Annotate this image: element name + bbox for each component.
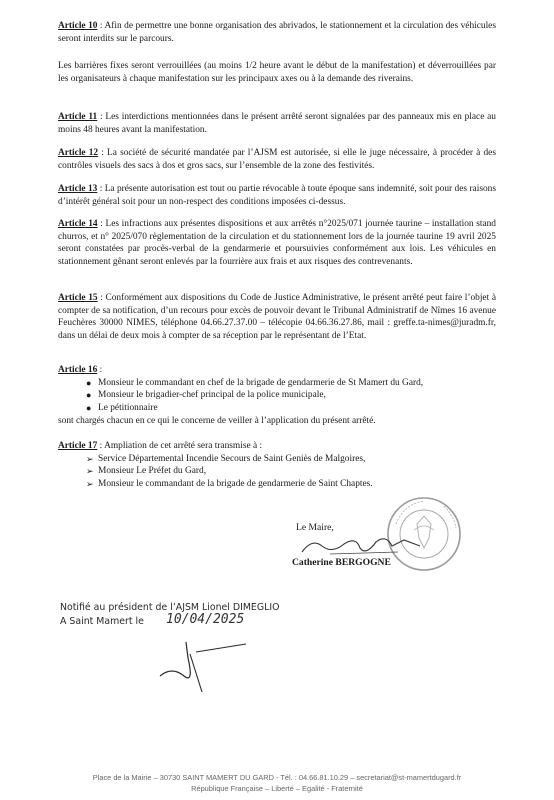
article-17-label: Article 17	[58, 441, 98, 451]
bullet-icon: ●	[86, 402, 92, 413]
article-17-list	[86, 453, 373, 490]
footer-address: Place de la Mairie – 30730 SAINT MAMERT DU GARD - Tél. : 04.66.81.10.29 – secretariat@st-mamertdugard.fr	[92, 773, 462, 782]
bullet-icon: ●	[86, 378, 92, 388]
bullet-icon: ●	[86, 390, 92, 401]
list-item: ● Monsieur le commandant en chef de la brigade de gendarmerie de St Mamert du Gard,	[86, 378, 424, 388]
article-10	[58, 20, 496, 45]
article-17	[58, 440, 496, 453]
article-14-text: : Les infractions aux présentes dispositions et aux arrêtés n°2025/071 journée taurine – installation stand churros, et n° 2025/070 règlementation de la circulation et du stationnement lors de la journée taurine 19 avril 2025 seront constatées par procès-verbal de la gendarmerie et poursuivies conformément aux lois. Les véhicules en stationnement gênant seront enlevés par la fourrière aux frais et aux risques des contrevenants.	[58, 219, 496, 267]
article-16-text: :	[97, 365, 103, 375]
article-15	[58, 292, 496, 342]
footer-motto: République Française – Liberté – Egalité - Fraternité	[191, 784, 363, 793]
article-12-label: Article 12	[58, 148, 99, 158]
arrow-bullet-icon: ➢	[86, 454, 94, 464]
notification-date: 10/04/2025	[166, 612, 245, 627]
article-13-label: Article 13	[58, 184, 98, 194]
article-15-label: Article 15	[58, 293, 98, 303]
article-11-text: : Les interdictions mentionnées dans le présent arrêté seront signalées par des panneaux mis en place au moins 48 heures avant la manifestation.	[58, 112, 496, 135]
arrow-bullet-icon: ➢	[86, 478, 94, 489]
article-10-text: : Afin de permettre une bonne organisation des abrivados, le stationnement et la circulation des véhicules seront interdits sur le parcours.	[58, 21, 496, 44]
article-13	[58, 183, 496, 208]
mayor-name: Catherine BERGOGNE	[292, 557, 391, 568]
article-17-text: : Ampliation de cet arrêté sera transmise à :	[97, 441, 263, 451]
article-16-closing: sont chargés chacun en ce qui le concerne de veiller à l’application du présent arrêté.	[58, 416, 376, 426]
article-11-label: Article 11	[58, 112, 98, 122]
article-15-text: : Conformément aux dispositions du Code de Justice Administrative, le présent arrêté peut faire l’objet à compter de sa notification, d’un recours pour excès de pouvoir devant le Tribunal Administratif de Nîmes 16 avenue Feuchères 30000 NIMES, téléphone 04.66.27.37.00 – télécopie 04.66.36.27.86, mail : greffe.ta-nimes@juradm.fr, dans un délai de deux mois à compter de sa réception par le représentant de l’Etat.	[58, 293, 496, 341]
article-13-text: : La présente autorisation est tout ou partie révocable à toute époque sans indemnité, soit pour des raisons d’intérêt général soit pour un non-respect des conditions imposées ci-dessus.	[58, 184, 496, 207]
list-item: ● Monsieur le brigadier-chef principal de la police municipale,	[86, 390, 326, 401]
notification-line-1: Notifié au président de l’AJSM Lionel DIMEGLIO	[60, 602, 280, 613]
list-item: ● Le pétitionnaire	[86, 402, 158, 413]
arrow-bullet-icon: ➢	[86, 466, 94, 477]
article-16-list	[86, 377, 423, 414]
article-12-text: : La société de sécurité mandatée par l’AJSM est autorisée, si elle le juge nécessaire, à procéder à des contrôles visuels des sacs à dos et gros sacs, sur l’ensemble de la zone des festivités.	[58, 148, 496, 171]
barrieres-paragraph: Les barrières fixes seront verrouillées (au moins 1/2 heure avant le début de la manifestation) et déverrouillées par les organisateurs à chaque manifestation sur les principaux axes ou à la demande des riverains.	[58, 61, 496, 84]
article-10-label: Article 10	[58, 21, 98, 31]
article-12	[58, 147, 496, 172]
article-14	[58, 218, 496, 268]
list-item: ➢ Monsieur Le Préfet du Gard,	[86, 466, 207, 477]
mayor-role: Le Maire,	[296, 522, 334, 533]
article-14-label: Article 14	[58, 219, 98, 229]
list-item: ➢ Service Départemental Incendie Secours de Saint Geniès de Malgoires,	[86, 454, 366, 464]
recipient-signature	[150, 636, 260, 696]
article-16	[58, 364, 496, 377]
article-11	[58, 111, 496, 136]
notification-line-2: A Saint Mamert le	[60, 616, 144, 627]
article-16-label: Article 16	[58, 365, 98, 375]
list-item: ➢ Monsieur le commandant de la brigade de gendarmerie de Saint Chaptes.	[86, 478, 373, 489]
